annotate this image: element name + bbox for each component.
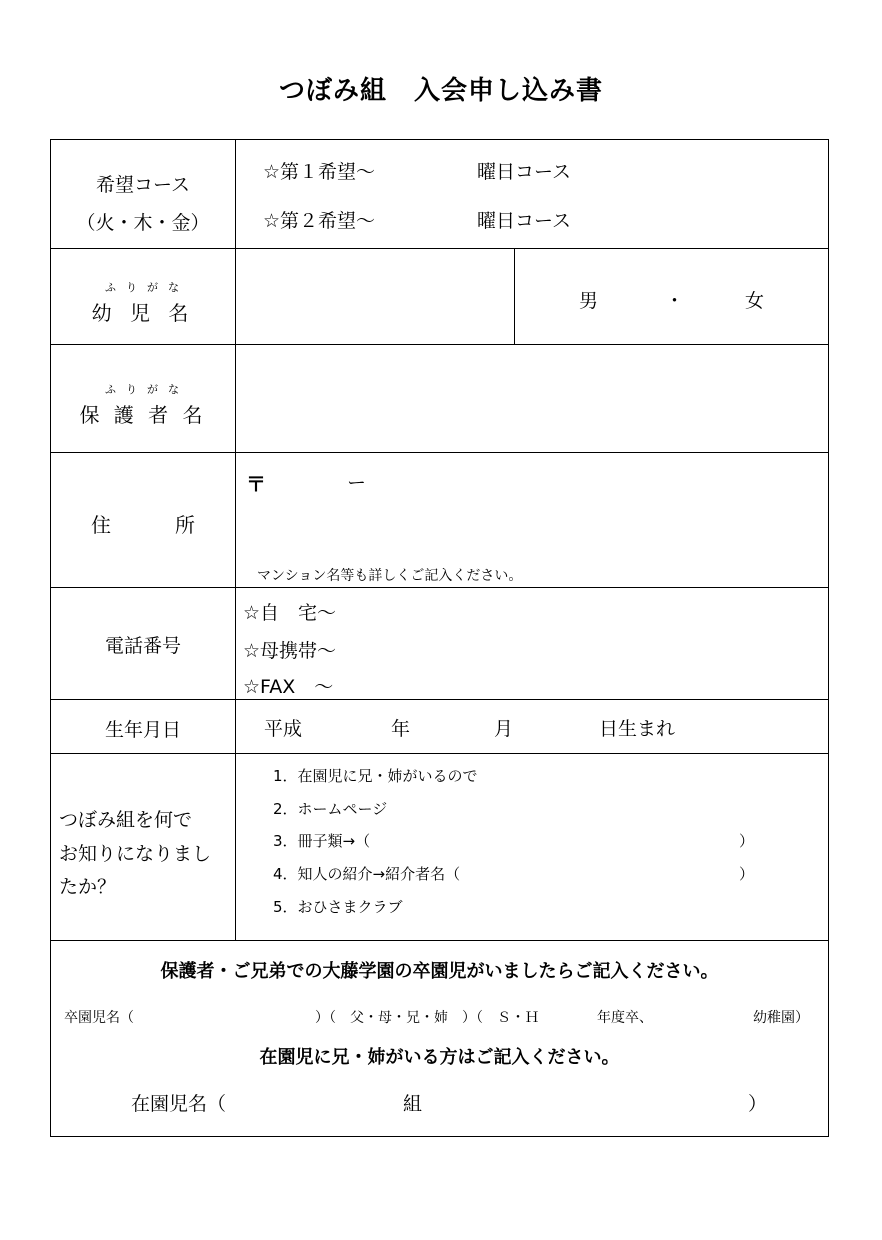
source-label-1: つぼみ組を何で [59,809,193,831]
phone-mobile: ☆母携帯～ [243,640,337,662]
source-close-paren: ） [739,865,755,883]
row-divider [51,587,828,588]
course-days-label: （火・木・金） [76,212,210,234]
sibling-close-paren: ） [748,1093,768,1115]
row-divider [51,248,828,249]
course-suffix-2: 曜日コース [477,210,572,232]
course-choice-1: ☆第１希望～ [263,161,376,183]
birthdate-era: 平成 [264,718,303,740]
gender-male: 男 [579,290,599,312]
alumni-school-label: 幼稚園） [753,1010,809,1026]
source-option: 1．在園児に兄・姉がいるので [273,767,478,785]
phone-fax: ☆FAX ～ [243,676,334,698]
course-suffix-1: 曜日コース [477,161,572,183]
sibling-class-label: 組 [403,1093,423,1115]
child-furigana: ふりがな [105,281,189,294]
sibling-heading: 在園児に兄・姉がいる方はご記入ください。 [259,1047,620,1068]
child-name-label: 幼 児 名 [91,301,195,325]
alumni-heading: 保護者・ご兄弟での大藤学園の卒園児がいましたらご記入ください。 [160,961,719,982]
guardian-furigana: ふりがな [105,383,189,396]
form-title: つぼみ組 入会申し込み書 [278,76,603,106]
birthdate-day: 日生まれ [599,718,676,740]
gender-female: 女 [745,290,765,312]
guardian-name-label: 保 護 者 名 [79,403,207,427]
source-close-paren: ） [739,832,755,850]
address-label-left: 住 [91,513,111,537]
birthdate-year: 年 [391,718,411,740]
source-label-3: たか？ [59,876,117,898]
birthdate-month: 月 [494,718,514,740]
row-divider [51,699,828,700]
phone-label: 電話番号 [104,635,181,657]
birthdate-label: 生年月日 [104,719,181,741]
alumni-year-label: 年度卒、 [597,1010,653,1026]
postal-dash: ー [347,472,367,494]
row-divider [51,940,828,941]
address-label-right: 所 [175,513,195,537]
gender-divider [514,248,515,344]
source-label-2: お知りになりまし [59,843,212,865]
source-option: 3．冊子類→（ [273,832,371,850]
source-option: 5．おひさまクラブ [273,898,403,916]
alumni-name-label: 卒園児名（ [64,1010,134,1026]
row-divider [51,452,828,453]
gender-separator: ・ [665,290,685,312]
sibling-name-label: 在園児名（ [131,1093,227,1115]
course-choice-2: ☆第２希望～ [263,210,376,232]
address-note: マンション名等も詳しくご記入ください。 [257,568,523,584]
source-option: 2．ホームページ [273,800,388,818]
alumni-relation: ）（ 父・母・兄・姉 ）（ Ｓ・Ｈ [315,1010,539,1026]
application-form [50,139,829,1137]
column-divider [235,140,236,940]
course-label: 希望コース [95,174,191,196]
row-divider [51,753,828,754]
row-divider [51,344,828,345]
postal-mark: 〒 [246,472,266,496]
source-option: 4．知人の紹介→紹介者名（ [273,865,461,883]
phone-home: ☆自 宅～ [243,602,337,624]
